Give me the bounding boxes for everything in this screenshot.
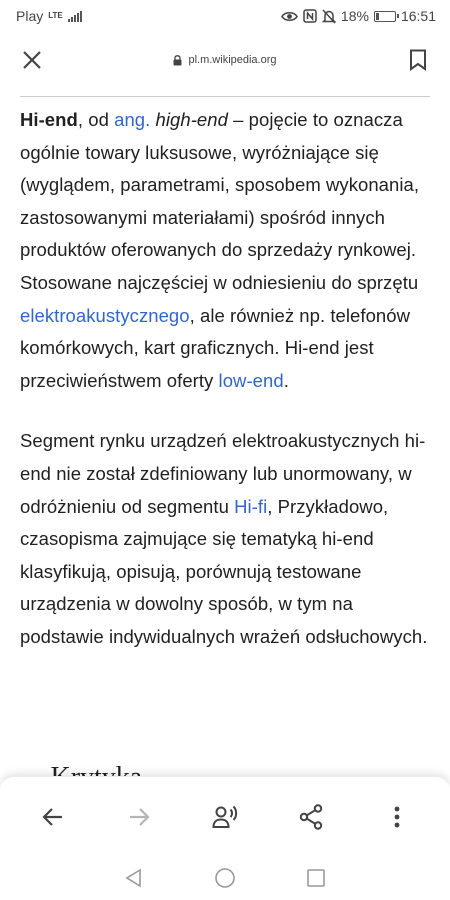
recents-square-icon[interactable] <box>306 868 326 888</box>
url-display[interactable] <box>173 54 276 66</box>
nfc-icon <box>303 9 317 23</box>
header-divider <box>20 96 430 97</box>
status-left <box>16 8 82 24</box>
forward-button[interactable] <box>117 795 161 839</box>
link-hi-fi[interactable]: Hi-fi <box>234 495 268 517</box>
more-options-button[interactable] <box>375 795 419 839</box>
share-button[interactable] <box>289 795 333 839</box>
link-elektroakustycznego[interactable]: elektroakustycznego <box>20 304 190 326</box>
battery-icon <box>374 11 396 22</box>
status-bar <box>0 0 450 32</box>
paragraph-1: Hi-end, od ang. high-end – pojęcie to oznacza ogólnie towary luksusowe, wyróżniające się (wyglądem, parametrami, sposobem wykonania, zastosowanymi materiałami) spośród innych produktów oferowanych do sprzedaży rynkowej. Stosowane najczęściej w odniesieniu do sprzętu elektroakustycznego, ale również np. telefonów komórkowych, kart graficznych. Hi-end jest przeciwieństwem oferty low-end. <box>20 109 420 391</box>
term-italic: high-end <box>155 109 228 130</box>
home-circle-icon[interactable] <box>214 867 236 889</box>
link-ang[interactable]: ang. <box>114 109 151 130</box>
back-triangle-icon[interactable] <box>124 868 144 888</box>
forward-arrow-icon <box>128 807 150 827</box>
system-nav-bar <box>0 856 450 900</box>
read-aloud-icon <box>212 805 238 829</box>
battery-percent: 18% <box>340 8 369 24</box>
carrier-label: Play <box>16 8 44 24</box>
clock: 16:51 <box>400 8 436 24</box>
status-right <box>281 8 436 24</box>
back-arrow-icon <box>42 807 64 827</box>
share-icon <box>299 804 323 830</box>
browser-top-bar <box>0 32 450 88</box>
network-type-label: LTE <box>48 11 63 20</box>
bookmark-button[interactable] <box>404 46 432 74</box>
link-low-end[interactable]: low-end <box>218 369 284 391</box>
eye-icon <box>281 10 298 23</box>
signal-icon <box>68 11 82 22</box>
term-bold: Hi-end <box>20 109 78 130</box>
bookmark-icon <box>409 49 427 71</box>
more-icon <box>394 806 400 828</box>
read-aloud-button[interactable] <box>203 795 247 839</box>
url-text: pl.m.wikipedia.org <box>188 54 277 66</box>
mute-icon <box>322 9 336 24</box>
lock-icon <box>173 55 182 66</box>
back-button[interactable] <box>31 795 75 839</box>
article-content <box>20 104 432 682</box>
close-icon <box>22 50 42 70</box>
close-button[interactable] <box>18 46 46 74</box>
bottom-toolbar <box>0 776 450 856</box>
paragraph-2: Segment rynku urządzeń elektroakustycznych hi-end nie został zdefiniowany lub unormowany, w odróżnieniu od segmentu Hi-fi, Przykładowo, czasopisma zajmujące się tematyką hi-end klasyfikują, opisują, porównują testowane urządzenia w dowolny sposób, w tym na podstawie indywidualnych wrażeń odsłuchowych. <box>20 430 428 647</box>
